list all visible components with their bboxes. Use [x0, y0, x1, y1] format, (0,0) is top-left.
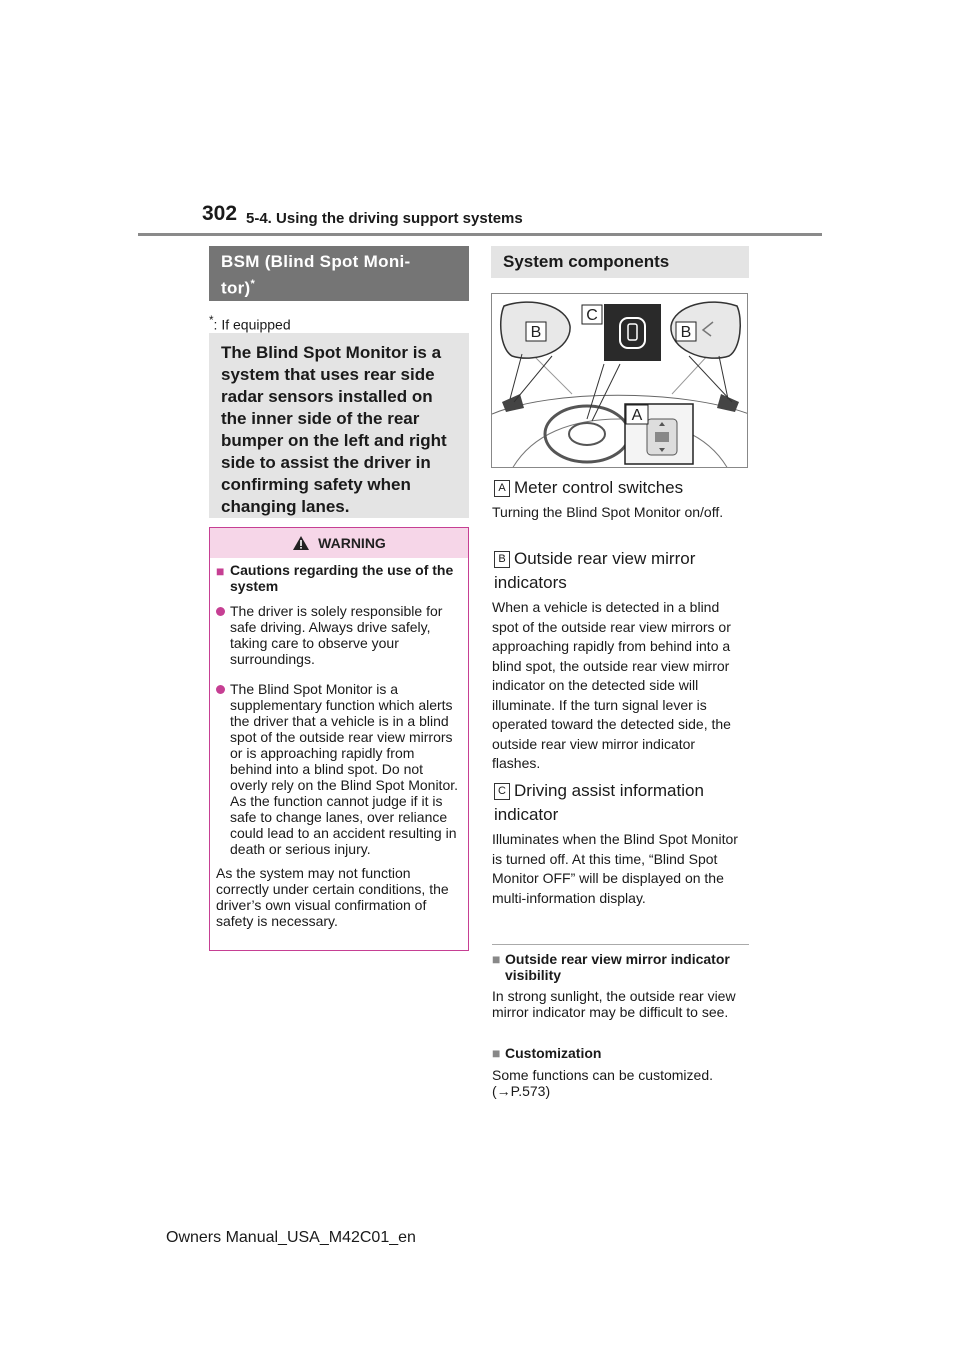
callout-b-left: B [530, 324, 542, 341]
system-illustration [491, 293, 748, 468]
callout-b-right: B [680, 324, 692, 341]
intro-text: The Blind Spot Monitor is a system that uses rear side radar sensors installed on the inner side of the rear bumper on the left and right side to assist the driver in confirming safety when changing lanes. [209, 333, 469, 518]
warning-subheading: ■ Cautions regarding the use of the system [216, 562, 454, 594]
component-b-desc: When a vehicle is detected in a blind spot of the outside rear view mirrors or approaching rapidly from behind into a blind spot, the outside rear view mirror indicator on the detected side will illuminate. If the turn signal lever is operated toward the detected side, the outside rear view mirror indicator flashes. [492, 599, 731, 771]
warning-heading: WARNING [318, 535, 386, 551]
component-a-label: A Meter control switches [494, 476, 683, 500]
page-footer: Owners Manual_USA_M42C01_en [166, 1229, 416, 1246]
component-b-label: B Outside rear view mirror indicators [494, 549, 696, 592]
header-divider [138, 233, 822, 236]
component-c-label: C Driving assist information indicator [494, 781, 704, 824]
section-title-line1: BSM (Blind Spot Moni- [221, 252, 411, 271]
component-c-desc: Illuminates when the Blind Spot Monitor is turned off. At this time, “Blind Spot Monitor OFF” will be displayed on the multi-information display. [492, 831, 738, 906]
note-customization-heading: ■ Customization [492, 1045, 602, 1061]
section-title [209, 246, 469, 301]
section-title-line2: tor) [221, 278, 251, 298]
warning-header [210, 528, 468, 558]
notes-divider [492, 944, 749, 945]
warning-bullet: The driver is solely responsible for safe driving. Always drive safely, taking care to observe your surroundings. [216, 603, 460, 667]
callout-c: C [586, 307, 598, 324]
components-title: System components [491, 246, 749, 278]
note-customization-text: Some functions can be customized. (→P.573) [492, 1067, 714, 1099]
component-a-desc: Turning the Blind Spot Monitor on/off. [492, 504, 724, 520]
warning-box [209, 527, 469, 951]
callout-a: A [631, 407, 643, 424]
footnote: *: If equipped [209, 314, 291, 333]
warning-closing: As the system may not function correctly under certain conditions, the driver’s own visual confirmation of safety is necessary. [216, 865, 449, 929]
warning-bullet: The Blind Spot Monitor is a supplementary function which alerts the driver that a vehicle is in a blind spot of the outside rear view mirrors or is approaching rapidly from behind into a blind spot. Do not overly rely on the Blind Spot Monitor. As the function cannot judge if it is safe to change lanes, over reliance could lead to an accident resulting in death or serious injury. [216, 681, 460, 857]
note-visibility-heading: ■ Outside rear view mirror indicator visibility [492, 951, 730, 983]
note-visibility-text: In strong sunlight, the outside rear view mirror indicator may be difficult to see. [492, 988, 736, 1020]
warning-icon [292, 535, 310, 551]
page-number: 302 [202, 202, 238, 225]
title-footnote-mark: * [250, 278, 256, 290]
section-header: 5-4. Using the driving support systems [246, 210, 523, 227]
